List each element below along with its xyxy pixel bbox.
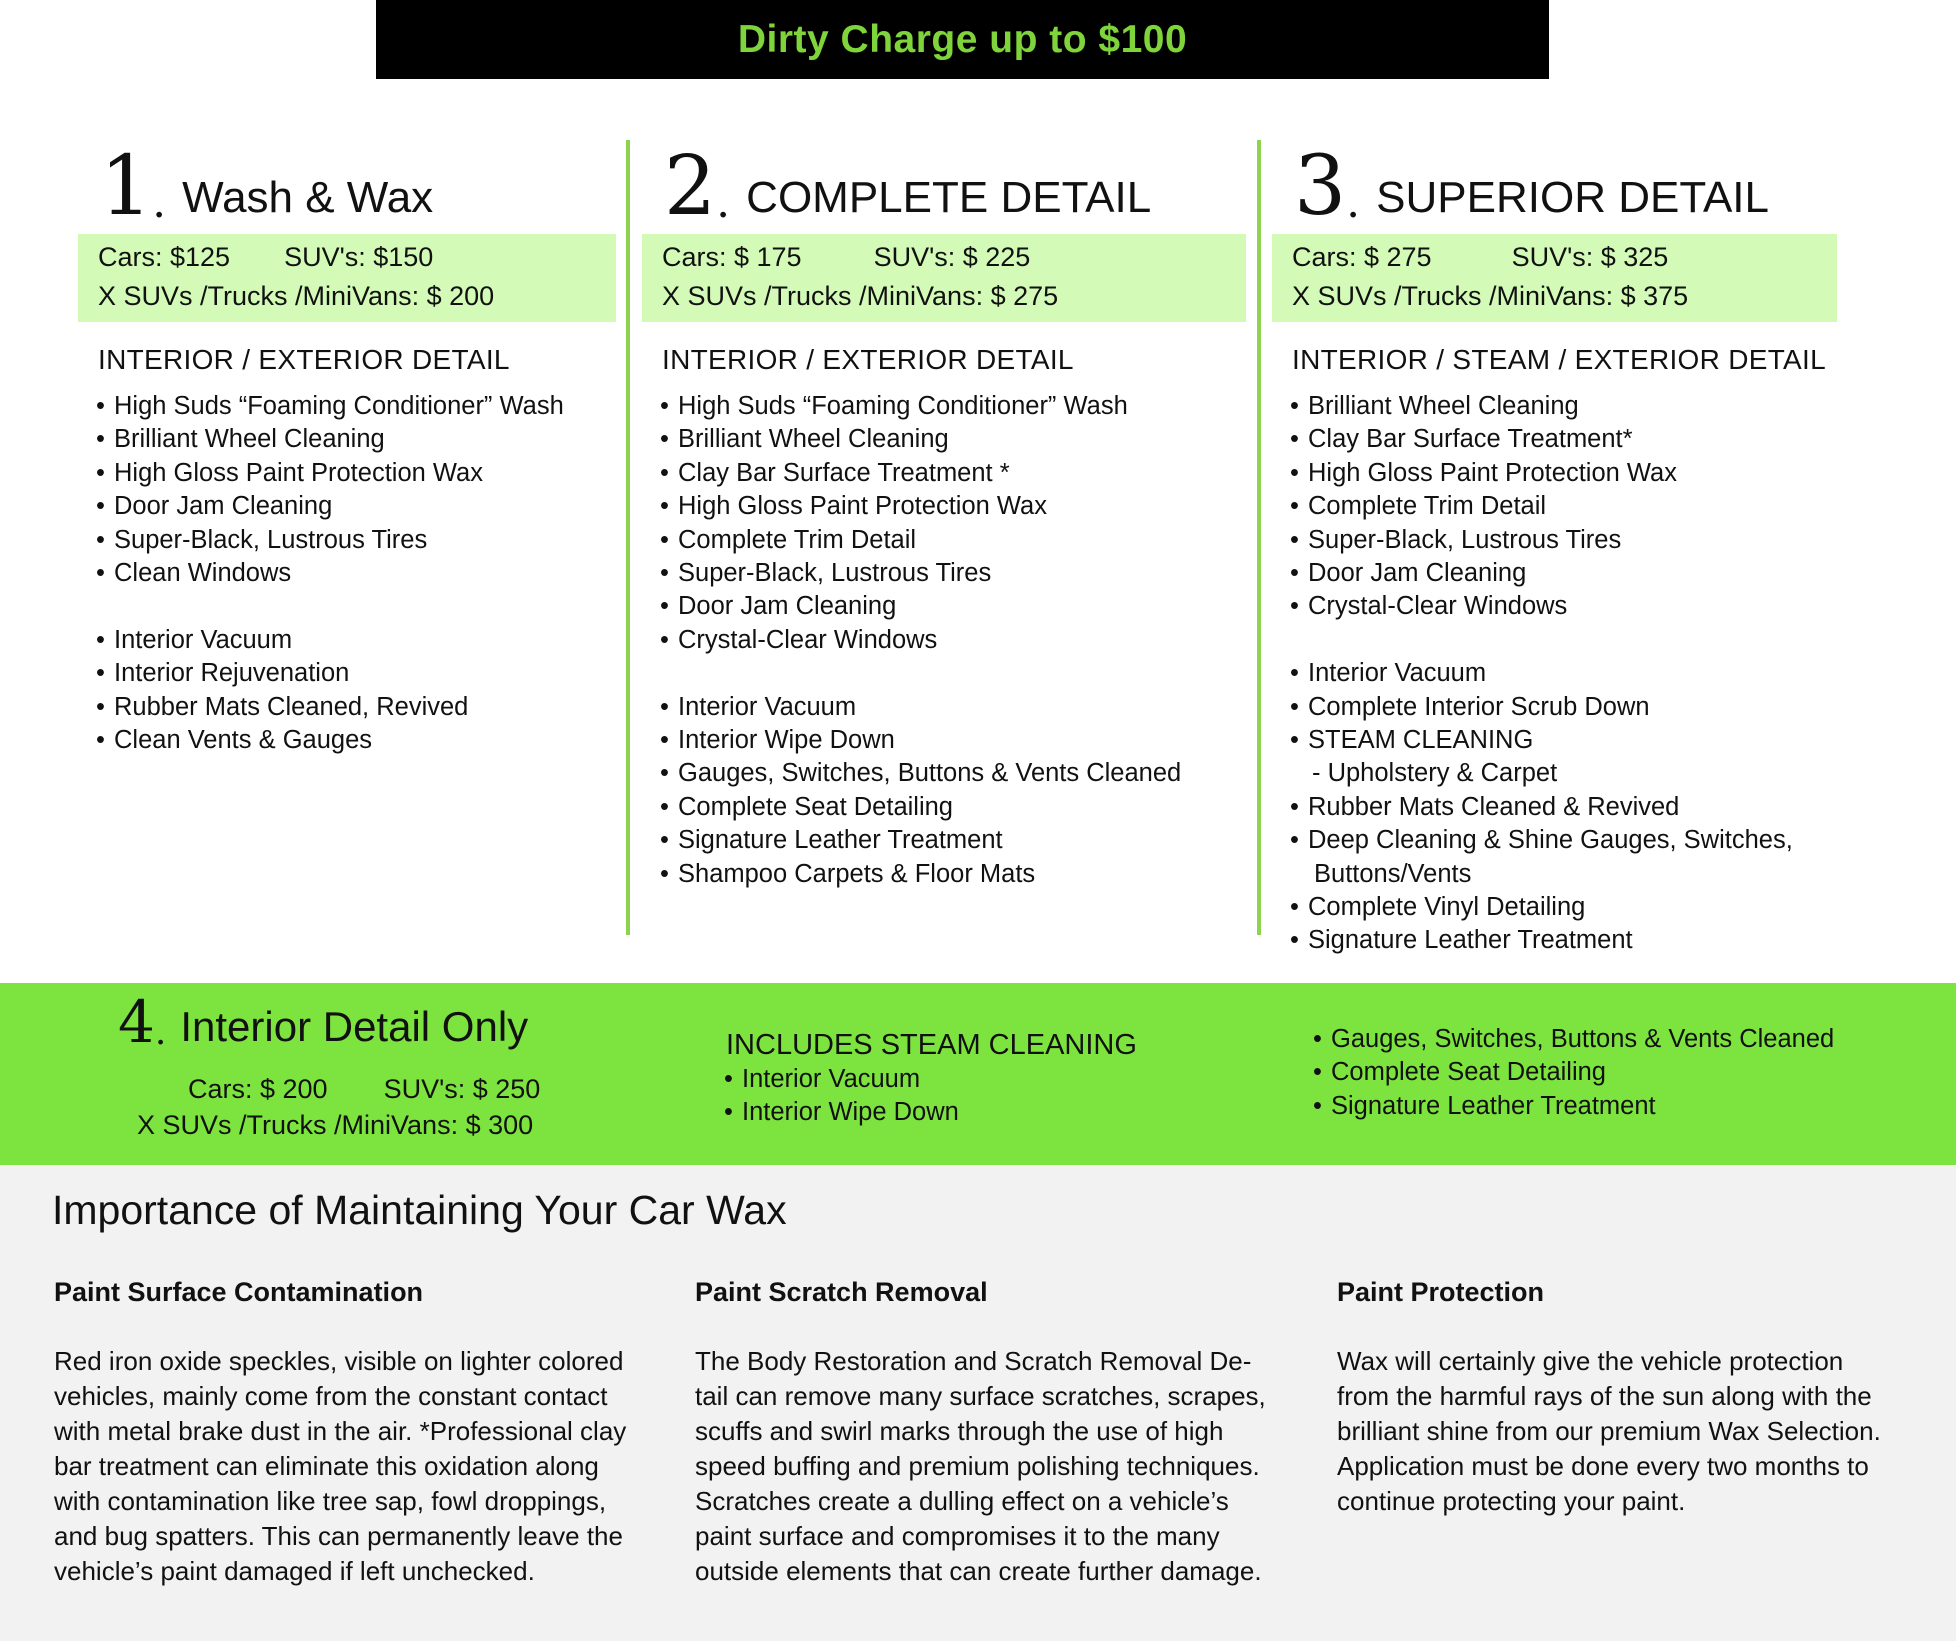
feature-item (1290, 590, 1837, 623)
feature-text: Door Jam Cleaning (678, 592, 897, 621)
suv-price: SUV's: $150 (284, 242, 434, 272)
feature-text: Gauges, Switches, Buttons & Vents Cleaned (1331, 1025, 1835, 1053)
feature-text: Super-Black, Lustrous Tires (1308, 525, 1622, 554)
bullet-icon: • (96, 726, 105, 755)
feature-text: Super-Black, Lustrous Tires (678, 559, 992, 588)
bullet-icon: • (96, 525, 105, 554)
feature-item (96, 657, 616, 690)
package-dot: . (152, 177, 167, 228)
bullet-icon: • (1290, 458, 1299, 487)
bullet-icon: • (1313, 1025, 1322, 1053)
feature-text: Complete Interior Scrub Down (1308, 692, 1650, 721)
package-title (78, 128, 616, 234)
info-column (1337, 1277, 1937, 1519)
bullet-icon: • (96, 559, 105, 588)
column-divider (626, 140, 630, 935)
feature-item (1313, 1023, 1834, 1056)
feature-text: Interior Vacuum (1308, 659, 1487, 688)
package-name: Wash & Wax (182, 173, 434, 222)
package-complete-detail (642, 128, 1246, 891)
bullet-icon: • (1290, 926, 1299, 955)
bullet-icon: • (1290, 592, 1299, 621)
section-heading: INTERIOR / EXTERIOR DETAIL (662, 344, 1074, 375)
feature-item (660, 624, 1246, 657)
feature-item (96, 524, 616, 557)
feature-text: Interior Vacuum (114, 625, 293, 654)
info-column (695, 1277, 1295, 1589)
package-title (1272, 128, 1837, 234)
xsuv-price: X SUVs /Trucks /MiniVans: $ 300 (137, 1110, 534, 1140)
feature-item (1290, 691, 1837, 724)
bullet-icon: • (1290, 692, 1299, 721)
suv-price: SUV's: $ 225 (873, 242, 1031, 272)
feature-item (660, 691, 1246, 724)
bullet-icon: • (1290, 525, 1299, 554)
interior-includes (706, 1027, 1137, 1130)
feature-item (1290, 423, 1837, 456)
package-number: 3 (1294, 139, 1347, 234)
suv-price: SUV's: $ 250 (383, 1074, 541, 1104)
feature-item (660, 557, 1246, 590)
feature-text: Shampoo Carpets & Floor Mats (678, 859, 1036, 888)
feature-text: Interior Wipe Down (678, 726, 895, 755)
feature-item (660, 490, 1246, 523)
info-column (54, 1277, 654, 1589)
dirty-charge-banner (376, 0, 1549, 79)
feature-item: - Upholstery & Carpet (1312, 759, 1558, 788)
bullet-icon: • (1290, 726, 1299, 755)
feature-item (1313, 1090, 1834, 1123)
feature-text: High Gloss Paint Protection Wax (678, 492, 1047, 521)
includes-heading: INCLUDES STEAM CLEANING (726, 1029, 1137, 1061)
package-dot: . (154, 1012, 167, 1053)
package-superior-detail (1272, 128, 1837, 958)
car-price: Cars: $ 275 (1292, 242, 1432, 272)
feature-list (78, 390, 616, 757)
bullet-icon: • (1290, 826, 1299, 855)
feature-item (1290, 824, 1837, 857)
info-title: Paint Protection (1337, 1277, 1545, 1307)
feature-list (642, 390, 1246, 891)
feature-text: Brilliant Wheel Cleaning (1308, 392, 1579, 420)
package-name: Interior Detail Only (180, 1003, 529, 1050)
package-number: 1 (100, 139, 153, 234)
feature-item (724, 1096, 1137, 1129)
bullet-icon: • (660, 559, 669, 588)
interior-list-left (706, 1063, 1137, 1130)
feature-text: Door Jam Cleaning (114, 492, 333, 521)
bullet-icon: • (660, 492, 669, 521)
importance-heading: Importance of Maintaining Your Car Wax (52, 1187, 787, 1233)
feature-text: Complete Seat Detailing (678, 792, 953, 821)
feature-item (96, 691, 616, 724)
package-name: SUPERIOR DETAIL (1376, 173, 1769, 222)
bullet-icon: • (1290, 492, 1299, 521)
info-body: Wax will certainly give the vehicle protection from the harmful rays of the sun along with the brilliant shine from our premium Wax Selection. Application must be done every two months to continue protecting your paint. (1337, 1346, 1881, 1516)
bullet-icon: • (660, 692, 669, 721)
feature-text: Brilliant Wheel Cleaning (114, 425, 385, 454)
feature-item (660, 724, 1246, 757)
interior-list-right (1295, 1023, 1834, 1123)
feature-text: Interior Vacuum (742, 1065, 921, 1093)
feature-item: Buttons/Vents (1314, 859, 1472, 888)
xsuv-price: X SUVs /Trucks /MiniVans: $ 275 (662, 281, 1059, 311)
info-body: Red iron oxide speckles, visible on lighter colored vehicles, mainly come from the constant contact with metal brake dust in the air. *Professional clay bar treatment can eliminate this oxidation along with contamination like tree sap, fowl droppings, and bug spatters. This can permanently leave the vehicle’s paint damaged if left unchecked. (54, 1346, 627, 1586)
bullet-icon: • (1290, 425, 1299, 454)
feature-item (1290, 657, 1837, 690)
feature-text: Interior Rejuvenation (114, 659, 350, 688)
bullet-icon: • (96, 458, 105, 487)
feature-text: Complete Trim Detail (1308, 492, 1547, 521)
feature-item (660, 524, 1246, 557)
feature-text: Signature Leather Treatment (1308, 926, 1633, 955)
feature-item (1290, 724, 1837, 757)
feature-text: Interior Vacuum (678, 692, 857, 721)
package-number: 2 (664, 139, 717, 234)
feature-text: Gauges, Switches, Buttons & Vents Cleaned (678, 759, 1182, 788)
section-heading: INTERIOR / EXTERIOR DETAIL (98, 344, 510, 375)
feature-item (96, 624, 616, 657)
bullet-icon: • (660, 625, 669, 654)
info-title: Paint Scratch Removal (695, 1277, 988, 1307)
feature-text: STEAM CLEANING (1308, 726, 1534, 755)
feature-item (1290, 924, 1837, 957)
bullet-icon: • (660, 392, 669, 420)
interior-price-line (188, 1071, 540, 1107)
bullet-icon: • (1290, 792, 1299, 821)
feature-item (724, 1063, 1137, 1096)
car-price: Cars: $ 200 (188, 1074, 328, 1104)
list-spacer (660, 657, 1246, 690)
feature-text: High Suds “Foaming Conditioner” Wash (678, 392, 1128, 420)
price-box (1272, 234, 1837, 322)
feature-text: High Suds “Foaming Conditioner” Wash (114, 392, 564, 420)
bullet-icon: • (96, 692, 105, 721)
feature-item (660, 824, 1246, 857)
feature-item (660, 791, 1246, 824)
price-line (662, 238, 1226, 277)
feature-text: Complete Trim Detail (678, 525, 917, 554)
feature-text: Crystal-Clear Windows (678, 625, 938, 654)
bullet-icon: • (96, 425, 105, 454)
bullet-icon: • (1290, 893, 1299, 922)
bullet-icon: • (96, 392, 105, 420)
price-box (642, 234, 1246, 322)
feature-item (660, 858, 1246, 891)
feature-item (1290, 457, 1837, 490)
feature-item (1290, 891, 1837, 924)
feature-text: Signature Leather Treatment (1331, 1091, 1656, 1120)
feature-item (96, 423, 616, 456)
interior-title (118, 988, 529, 1056)
xsuv-price: X SUVs /Trucks /MiniVans: $ 375 (1292, 281, 1689, 311)
feature-item (1290, 390, 1837, 423)
feature-text: Deep Cleaning & Shine Gauges, Switches, (1308, 826, 1793, 855)
feature-item (1313, 1056, 1834, 1089)
bullet-icon: • (724, 1065, 733, 1093)
bullet-icon: • (660, 792, 669, 821)
feature-text: Complete Seat Detailing (1331, 1058, 1606, 1087)
feature-text: Clay Bar Surface Treatment * (678, 458, 1010, 487)
package-name: COMPLETE DETAIL (746, 173, 1152, 222)
feature-text: Clean Vents & Gauges (114, 726, 373, 755)
feature-text: Clay Bar Surface Treatment* (1308, 425, 1633, 454)
bullet-icon: • (660, 826, 669, 855)
package-title (642, 128, 1246, 234)
bullet-icon: • (1313, 1058, 1322, 1087)
feature-item (96, 390, 616, 423)
bullet-icon: • (660, 525, 669, 554)
car-price: Cars: $ 175 (662, 242, 802, 272)
bullet-icon: • (1290, 659, 1299, 688)
bullet-icon: • (660, 592, 669, 621)
interior-detail-band (0, 983, 1956, 1165)
package-dot: . (1346, 177, 1361, 228)
price-box (78, 234, 616, 322)
feature-item (1290, 791, 1837, 824)
feature-item (660, 390, 1246, 423)
bullet-icon: • (1313, 1091, 1322, 1120)
suv-price: SUV's: $ 325 (1511, 242, 1669, 272)
price-line (1292, 238, 1817, 277)
feature-item (96, 490, 616, 523)
bullet-icon: • (96, 492, 105, 521)
list-spacer (96, 590, 616, 623)
feature-text: Rubber Mats Cleaned & Revived (1308, 792, 1680, 821)
info-body: The Body Restoration and Scratch Removal De- tail can remove many surface scratches, scrapes, scuffs and swirl marks through the use of high speed buffing and premium polishing techniques. Scratches create a dulling effect on a vehicle’s paint surface and compromises it to the many outside elements that can create further damage. (695, 1346, 1266, 1586)
car-price: Cars: $125 (98, 242, 231, 272)
section-heading: INTERIOR / STEAM / EXTERIOR DETAIL (1292, 344, 1826, 375)
bullet-icon: • (660, 425, 669, 454)
bullet-icon: • (660, 759, 669, 788)
feature-item (660, 423, 1246, 456)
feature-text: Brilliant Wheel Cleaning (678, 425, 949, 454)
feature-item (1290, 557, 1837, 590)
bullet-icon: • (1290, 392, 1299, 420)
importance-section (0, 1165, 1956, 1641)
feature-item (660, 590, 1246, 623)
bullet-icon: • (724, 1098, 733, 1127)
price-line (98, 238, 596, 277)
bullet-icon: • (96, 625, 105, 654)
feature-item (660, 757, 1246, 790)
feature-text: Complete Vinyl Detailing (1308, 893, 1586, 922)
feature-text: Signature Leather Treatment (678, 826, 1003, 855)
feature-item (96, 724, 616, 757)
feature-text: Super-Black, Lustrous Tires (114, 525, 428, 554)
package-dot: . (716, 177, 731, 228)
feature-text: Crystal-Clear Windows (1308, 592, 1568, 621)
feature-item (660, 457, 1246, 490)
xsuv-price: X SUVs /Trucks /MiniVans: $ 200 (98, 281, 495, 311)
interior-list-right-wrap (1295, 1023, 1834, 1123)
package-number: 4 (118, 988, 155, 1056)
bullet-icon: • (660, 859, 669, 888)
feature-item (1290, 490, 1837, 523)
feature-item (96, 557, 616, 590)
feature-text: Clean Windows (114, 559, 292, 588)
feature-text: High Gloss Paint Protection Wax (1308, 458, 1677, 487)
feature-text: Rubber Mats Cleaned, Revived (114, 692, 469, 721)
info-title: Paint Surface Contamination (54, 1277, 424, 1307)
list-spacer (1290, 624, 1837, 657)
feature-item (96, 457, 616, 490)
package-wash-wax (78, 128, 616, 757)
feature-item (1290, 524, 1837, 557)
bullet-icon: • (96, 659, 105, 688)
bullet-icon: • (1290, 559, 1299, 588)
feature-list (1272, 390, 1837, 958)
feature-text: Door Jam Cleaning (1308, 559, 1527, 588)
feature-text: Interior Wipe Down (742, 1098, 959, 1127)
bullet-icon: • (660, 458, 669, 487)
bullet-icon: • (660, 726, 669, 755)
feature-text: High Gloss Paint Protection Wax (114, 458, 483, 487)
banner-text: Dirty Charge up to $100 (737, 17, 1188, 61)
column-divider (1257, 140, 1261, 935)
